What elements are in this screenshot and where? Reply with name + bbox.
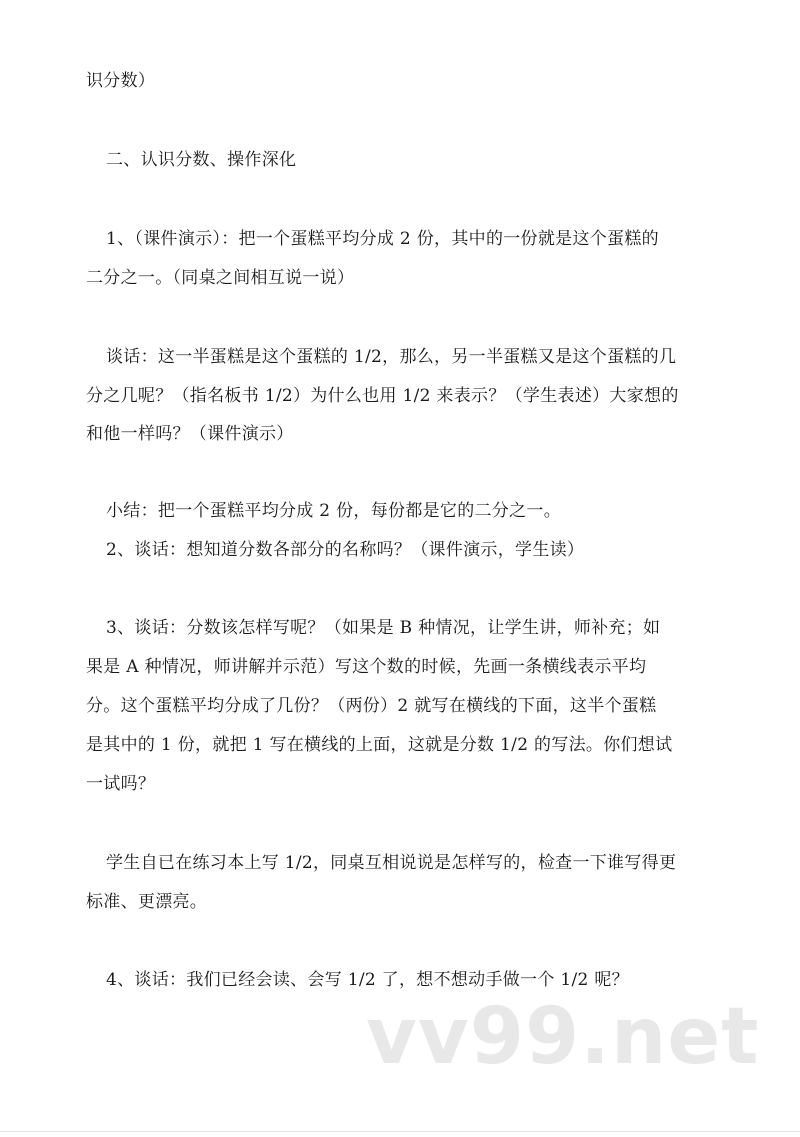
paragraph-1-line-1: 1、（课件演示）：把一个蛋糕平均分成 2 份，其中的一份就是这个蛋糕的 [106, 229, 659, 249]
paragraph-4-line-5: 一试吗？ [86, 774, 156, 794]
paragraph-4-line-4: 是其中的 1 份，就把 1 写在横线的上面，这就是分数 1/2 的写法。你们想试 [86, 735, 673, 755]
page-bottom-divider [0, 1131, 800, 1132]
watermark-text: vv99.net [366, 992, 760, 1082]
section-heading: 二、认识分数、操作深化 [106, 150, 297, 170]
text-line-1: 识分数） [86, 71, 156, 91]
paragraph-4-line-1: 3、谈话：分数该怎样写呢？（如果是 B 种情况，让学生讲，师补充；如 [106, 618, 661, 638]
paragraph-2-line-2: 分之几呢？（指名板书 1/2）为什么也用 1/2 来表示？（学生表述）大家想的 [86, 386, 679, 406]
summary-line: 小结：把一个蛋糕平均分成 2 份，每份都是它的二分之一。 [106, 501, 562, 521]
paragraph-3-line-1: 2、谈话：想知道分数各部分的名称吗？（课件演示，学生读） [106, 540, 585, 560]
paragraph-2-line-3: 和他一样吗？（课件演示） [86, 424, 294, 444]
paragraph-5-line-1: 学生自已在练习本上写 1/2，同桌互相说说是怎样写的，检查一下谁写得更 [106, 853, 677, 873]
paragraph-4-line-2: 果是 A 种情况，师讲解并示范）写这个数的时候，先画一条横线表示平均 [86, 657, 647, 677]
paragraph-6-line-1: 4、谈话：我们已经会读、会写 1/2 了，想不想动手做一个 1/2 呢？ [106, 970, 629, 990]
paragraph-2-line-1: 谈话：这一半蛋糕是这个蛋糕的 1/2，那么，另一半蛋糕又是这个蛋糕的几 [106, 347, 677, 367]
paragraph-1-line-2: 二分之一。（同桌之间相互说一说） [86, 268, 355, 288]
paragraph-4-line-3: 分。这个蛋糕平均分成了几份？（两份）2 就写在横线的下面，这半个蛋糕 [86, 696, 657, 716]
paragraph-5-line-2: 标准、更漂亮。 [86, 892, 208, 912]
